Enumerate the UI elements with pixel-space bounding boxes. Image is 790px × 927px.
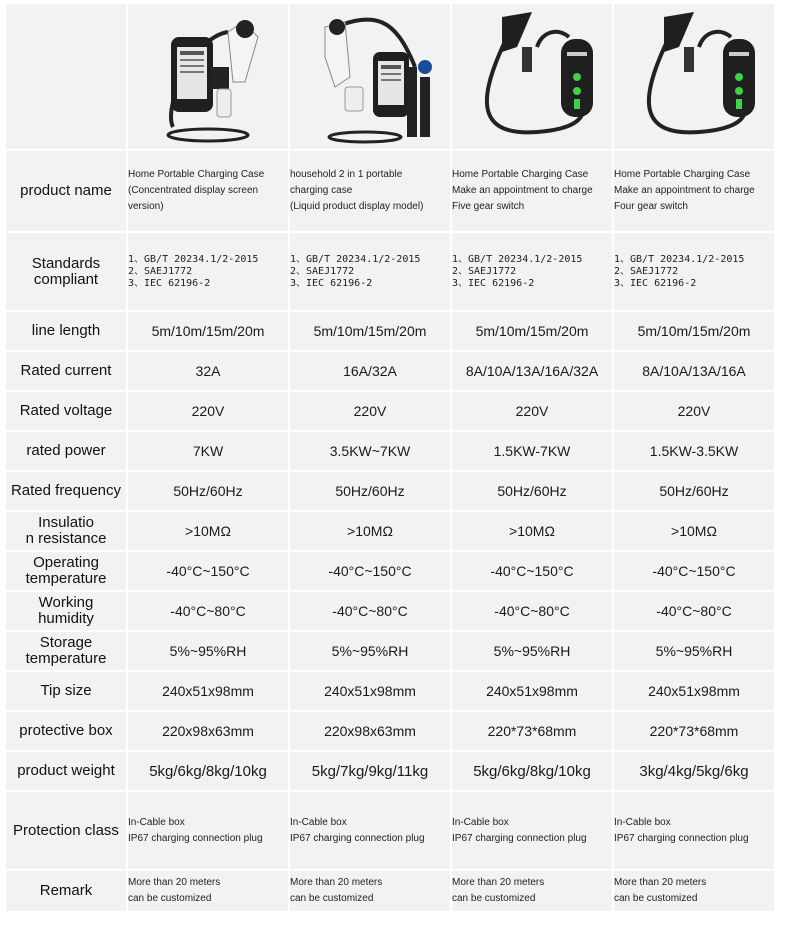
rated-current-1: 32A xyxy=(128,352,288,390)
rated-voltage-3: 220V xyxy=(452,392,612,430)
weight-1: 5kg/6kg/8kg/10kg xyxy=(128,752,288,790)
row-insulation xyxy=(6,512,774,550)
rated-frequency-4: 50Hz/60Hz xyxy=(614,472,774,510)
label-weight: product weight xyxy=(6,752,126,790)
insulation-1: >10MΩ xyxy=(128,512,288,550)
product-name-3: Home Portable Charging Case Make an appointment to charge Five gear switch xyxy=(452,151,612,231)
protective-box-3: 220*73*68mm xyxy=(452,712,612,750)
label-rated-voltage: Rated voltage xyxy=(6,392,126,430)
row-operating-temp xyxy=(6,552,774,590)
label-rated-current: Rated current xyxy=(6,352,126,390)
line-length-3: 5m/10m/15m/20m xyxy=(452,312,612,350)
line-length-1: 5m/10m/15m/20m xyxy=(128,312,288,350)
remark-1: More than 20 meters can be customized xyxy=(128,871,288,911)
product-image-2 xyxy=(290,4,450,149)
row-line-length xyxy=(6,312,774,350)
row-rated-current xyxy=(6,352,774,390)
operating-temp-3: -40°C~150°C xyxy=(452,552,612,590)
product-name-4: Home Portable Charging Case Make an appointment to charge Four gear switch xyxy=(614,151,774,231)
row-rated-voltage xyxy=(6,392,774,430)
line-length-4: 5m/10m/15m/20m xyxy=(614,312,774,350)
insulation-2: >10MΩ xyxy=(290,512,450,550)
row-standards xyxy=(6,233,774,310)
rated-current-3: 8A/10A/13A/16A/32A xyxy=(452,352,612,390)
row-remark xyxy=(6,871,774,911)
product-name-1: Home Portable Charging Case (Concentrated display screen version) xyxy=(128,151,288,231)
rated-voltage-1: 220V xyxy=(128,392,288,430)
protection-4: In-Cable box IP67 charging connection plug xyxy=(614,792,774,869)
operating-temp-4: -40°C~150°C xyxy=(614,552,774,590)
line-length-2: 5m/10m/15m/20m xyxy=(290,312,450,350)
label-rated-frequency: Rated frequency xyxy=(6,472,126,510)
product-image-4 xyxy=(614,4,774,149)
charger-2in1-icon xyxy=(295,7,445,147)
row-tip-size xyxy=(6,672,774,710)
remark-4: More than 20 meters can be customized xyxy=(614,871,774,911)
tip-size-3: 240x51x98mm xyxy=(452,672,612,710)
rated-voltage-2: 220V xyxy=(290,392,450,430)
rated-current-2: 16A/32A xyxy=(290,352,450,390)
rated-power-3: 1.5KW-7KW xyxy=(452,432,612,470)
label-working-humidity: Working humidity xyxy=(6,592,126,630)
corner-cell xyxy=(6,4,126,149)
image-row xyxy=(6,4,774,149)
rated-voltage-4: 220V xyxy=(614,392,774,430)
rated-power-2: 3.5KW~7KW xyxy=(290,432,450,470)
rated-frequency-1: 50Hz/60Hz xyxy=(128,472,288,510)
insulation-3: >10MΩ xyxy=(452,512,612,550)
row-storage-temp xyxy=(6,632,774,670)
rated-power-1: 7KW xyxy=(128,432,288,470)
protection-3: In-Cable box IP67 charging connection plug xyxy=(452,792,612,869)
rated-power-4: 1.5KW-3.5KW xyxy=(614,432,774,470)
label-standards: Standards compliant xyxy=(6,233,126,310)
rated-frequency-3: 50Hz/60Hz xyxy=(452,472,612,510)
rated-frequency-2: 50Hz/60Hz xyxy=(290,472,450,510)
row-working-humidity xyxy=(6,592,774,630)
label-storage-temp: Storage temperature xyxy=(6,632,126,670)
row-weight xyxy=(6,752,774,790)
tip-size-1: 240x51x98mm xyxy=(128,672,288,710)
row-rated-frequency xyxy=(6,472,774,510)
storage-temp-2: 5%~95%RH xyxy=(290,632,450,670)
working-humidity-4: -40°C~80°C xyxy=(614,592,774,630)
tip-size-2: 240x51x98mm xyxy=(290,672,450,710)
standards-2: 1、GB/T 20234.1/2-2015 2、SAEJ1772 3、IEC 62196-2 xyxy=(290,233,450,310)
product-image-3 xyxy=(452,4,612,149)
label-operating-temp: Operating temperature xyxy=(6,552,126,590)
protection-2: In-Cable box IP67 charging connection plug xyxy=(290,792,450,869)
operating-temp-1: -40°C~150°C xyxy=(128,552,288,590)
operating-temp-2: -40°C~150°C xyxy=(290,552,450,590)
tip-size-4: 240x51x98mm xyxy=(614,672,774,710)
working-humidity-1: -40°C~80°C xyxy=(128,592,288,630)
label-remark: Remark xyxy=(6,871,126,911)
insulation-4: >10MΩ xyxy=(614,512,774,550)
label-tip-size: Tip size xyxy=(6,672,126,710)
spec-table xyxy=(4,2,776,913)
charger-led-five-gear-icon xyxy=(457,7,607,147)
protective-box-2: 220x98x63mm xyxy=(290,712,450,750)
remark-2: More than 20 meters can be customized xyxy=(290,871,450,911)
storage-temp-1: 5%~95%RH xyxy=(128,632,288,670)
protective-box-4: 220*73*68mm xyxy=(614,712,774,750)
row-protective-box xyxy=(6,712,774,750)
charger-led-four-gear-icon xyxy=(619,7,769,147)
weight-4: 3kg/4kg/5kg/6kg xyxy=(614,752,774,790)
storage-temp-4: 5%~95%RH xyxy=(614,632,774,670)
product-image-1 xyxy=(128,4,288,149)
label-line-length: line length xyxy=(6,312,126,350)
weight-2: 5kg/7kg/9kg/11kg xyxy=(290,752,450,790)
standards-3: 1、GB/T 20234.1/2-2015 2、SAEJ1772 3、IEC 62196-2 xyxy=(452,233,612,310)
rated-current-4: 8A/10A/13A/16A xyxy=(614,352,774,390)
label-protective-box: protective box xyxy=(6,712,126,750)
standards-4: 1、GB/T 20234.1/2-2015 2、SAEJ1772 3、IEC 62196-2 xyxy=(614,233,774,310)
row-rated-power xyxy=(6,432,774,470)
working-humidity-3: -40°C~80°C xyxy=(452,592,612,630)
charger-display-screen-icon xyxy=(133,7,283,147)
working-humidity-2: -40°C~80°C xyxy=(290,592,450,630)
label-protection: Protection class xyxy=(6,792,126,869)
protective-box-1: 220x98x63mm xyxy=(128,712,288,750)
product-name-2: household 2 in 1 portable charging case (Liquid product display model) xyxy=(290,151,450,231)
protection-1: In-Cable box IP67 charging connection plug xyxy=(128,792,288,869)
label-rated-power: rated power xyxy=(6,432,126,470)
standards-1: 1、GB/T 20234.1/2-2015 2、SAEJ1772 3、IEC 62196-2 xyxy=(128,233,288,310)
label-insulation: Insulatio n resistance xyxy=(6,512,126,550)
label-product-name: product name xyxy=(6,151,126,231)
row-protection xyxy=(6,792,774,869)
row-product-name xyxy=(6,151,774,231)
weight-3: 5kg/6kg/8kg/10kg xyxy=(452,752,612,790)
remark-3: More than 20 meters can be customized xyxy=(452,871,612,911)
storage-temp-3: 5%~95%RH xyxy=(452,632,612,670)
